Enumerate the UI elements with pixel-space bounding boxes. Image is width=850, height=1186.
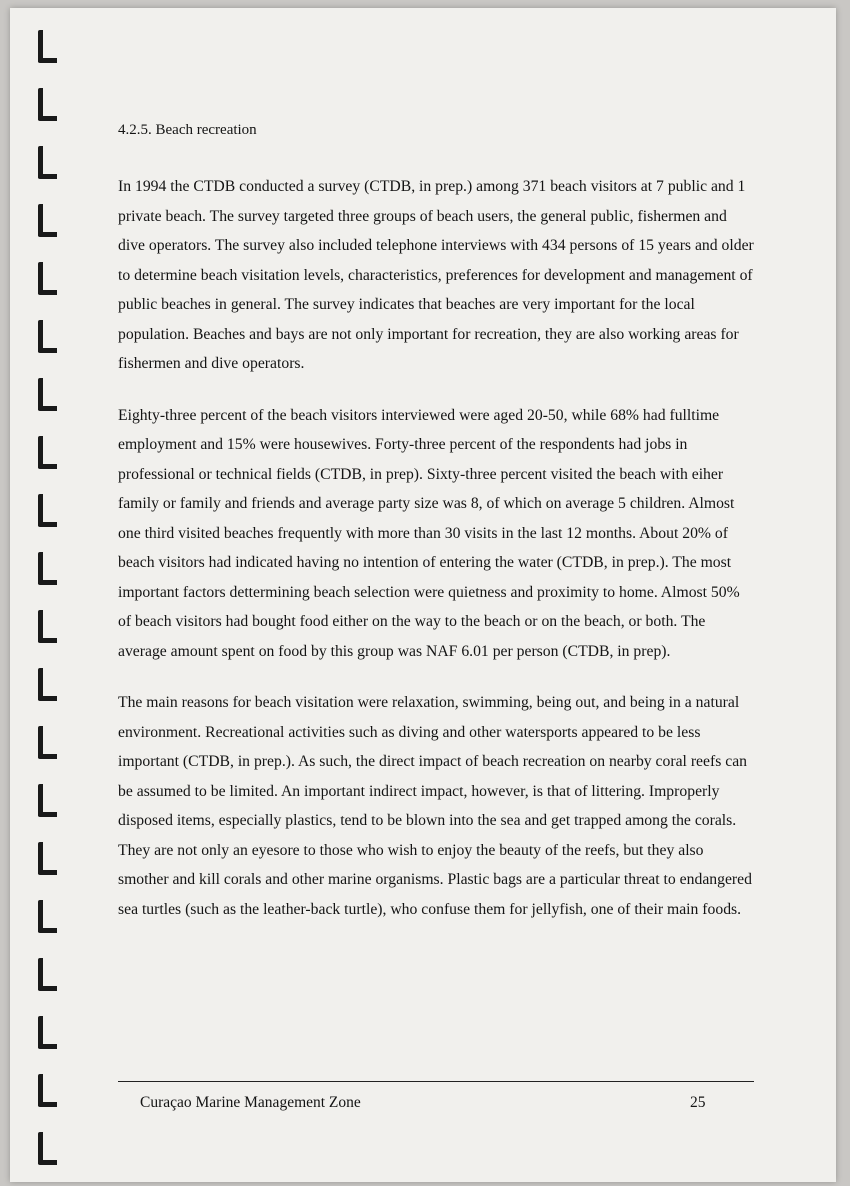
binding-ring: [38, 378, 57, 411]
paragraph-impacts: The main reasons for beach visitation were relaxation, swimming, being out, and being in a natural environment. Recreational activities such as diving and other watersports appeared to be less important (CTDB, in prep.). As such, the direct impact of beach recreation on nearby coral reefs can be assumed to be limited. An important indirect impact, however, is that of littering. Improperly disposed items, especially plastics, tend to be blown into the sea and get trapped among the corals. They are not only an eyesore to those who wish to enjoy the beauty of the reefs, but they also smother and kill corals and other marine organisms. Plastic bags are a particular threat to endangered sea turtles (such as the leather-back turtle), who confuse them for jellyfish, one of their main foods.: [118, 694, 752, 918]
binding-ring: [38, 30, 57, 63]
binding-ring: [38, 494, 57, 527]
binding-ring: [38, 726, 57, 759]
spiral-binding: [24, 30, 60, 1180]
footer-title: Curaçao Marine Management Zone: [140, 1094, 361, 1111]
binding-ring: [38, 262, 57, 295]
binding-ring: [38, 784, 57, 817]
binding-ring: [38, 958, 57, 991]
paragraph-demographics: Eighty-three percent of the beach visitors interviewed were aged 20-50, while 68% had fulltime employment and 15% were housewives. Forty-three percent of the respondents had jobs in professional or technical fields (CTDB, in prep). Sixty-three percent visited the beach with eiher family or family and friends and average party size was 8, of which on average 5 children. Almost one third visited beaches frequently with more than 30 visits in the last 12 months. About 20% of beach visitors had indicated having no intention of entering the water (CTDB, in prep.). The most important factors dettermining beach selection were quietness and proximity to home. Almost 50% of beach visitors had bought food either on the way to the beach or on the beach, or both. The average amount spent on food by this group was NAF 6.01 per person (CTDB, in prep).: [118, 406, 740, 660]
binding-ring: [38, 146, 57, 179]
binding-ring: [38, 610, 57, 643]
binding-ring: [38, 88, 57, 121]
paragraph-survey: In 1994 the CTDB conducted a survey (CTDB, in prep.) among 371 beach visitors at 7 public and 1 private beach. The survey targeted three groups of beach users, the general public, fishermen and dive operators. The survey also included telephone interviews with 434 persons of 15 years and older to determine beach visitation levels, characteristics, preferences for development and management of public beaches in general. The survey indicates that beaches are very important for the local population. Beaches and bays are not only important for recreation, they are also working areas for fishermen and dive operators.: [118, 178, 754, 372]
binding-ring: [38, 1132, 57, 1165]
binding-ring: [38, 552, 57, 585]
binding-ring: [38, 320, 57, 353]
section-heading: 4.2.5. Beach recreation: [118, 122, 257, 138]
binding-ring: [38, 900, 57, 933]
binding-ring: [38, 668, 57, 701]
footer-divider: [118, 1081, 754, 1082]
binding-ring: [38, 204, 57, 237]
binding-ring: [38, 1016, 57, 1049]
page-body: [118, 118, 754, 946]
binding-ring: [38, 842, 57, 875]
binding-ring: [38, 436, 57, 469]
binding-ring: [38, 1074, 57, 1107]
page-number: 25: [690, 1094, 706, 1111]
